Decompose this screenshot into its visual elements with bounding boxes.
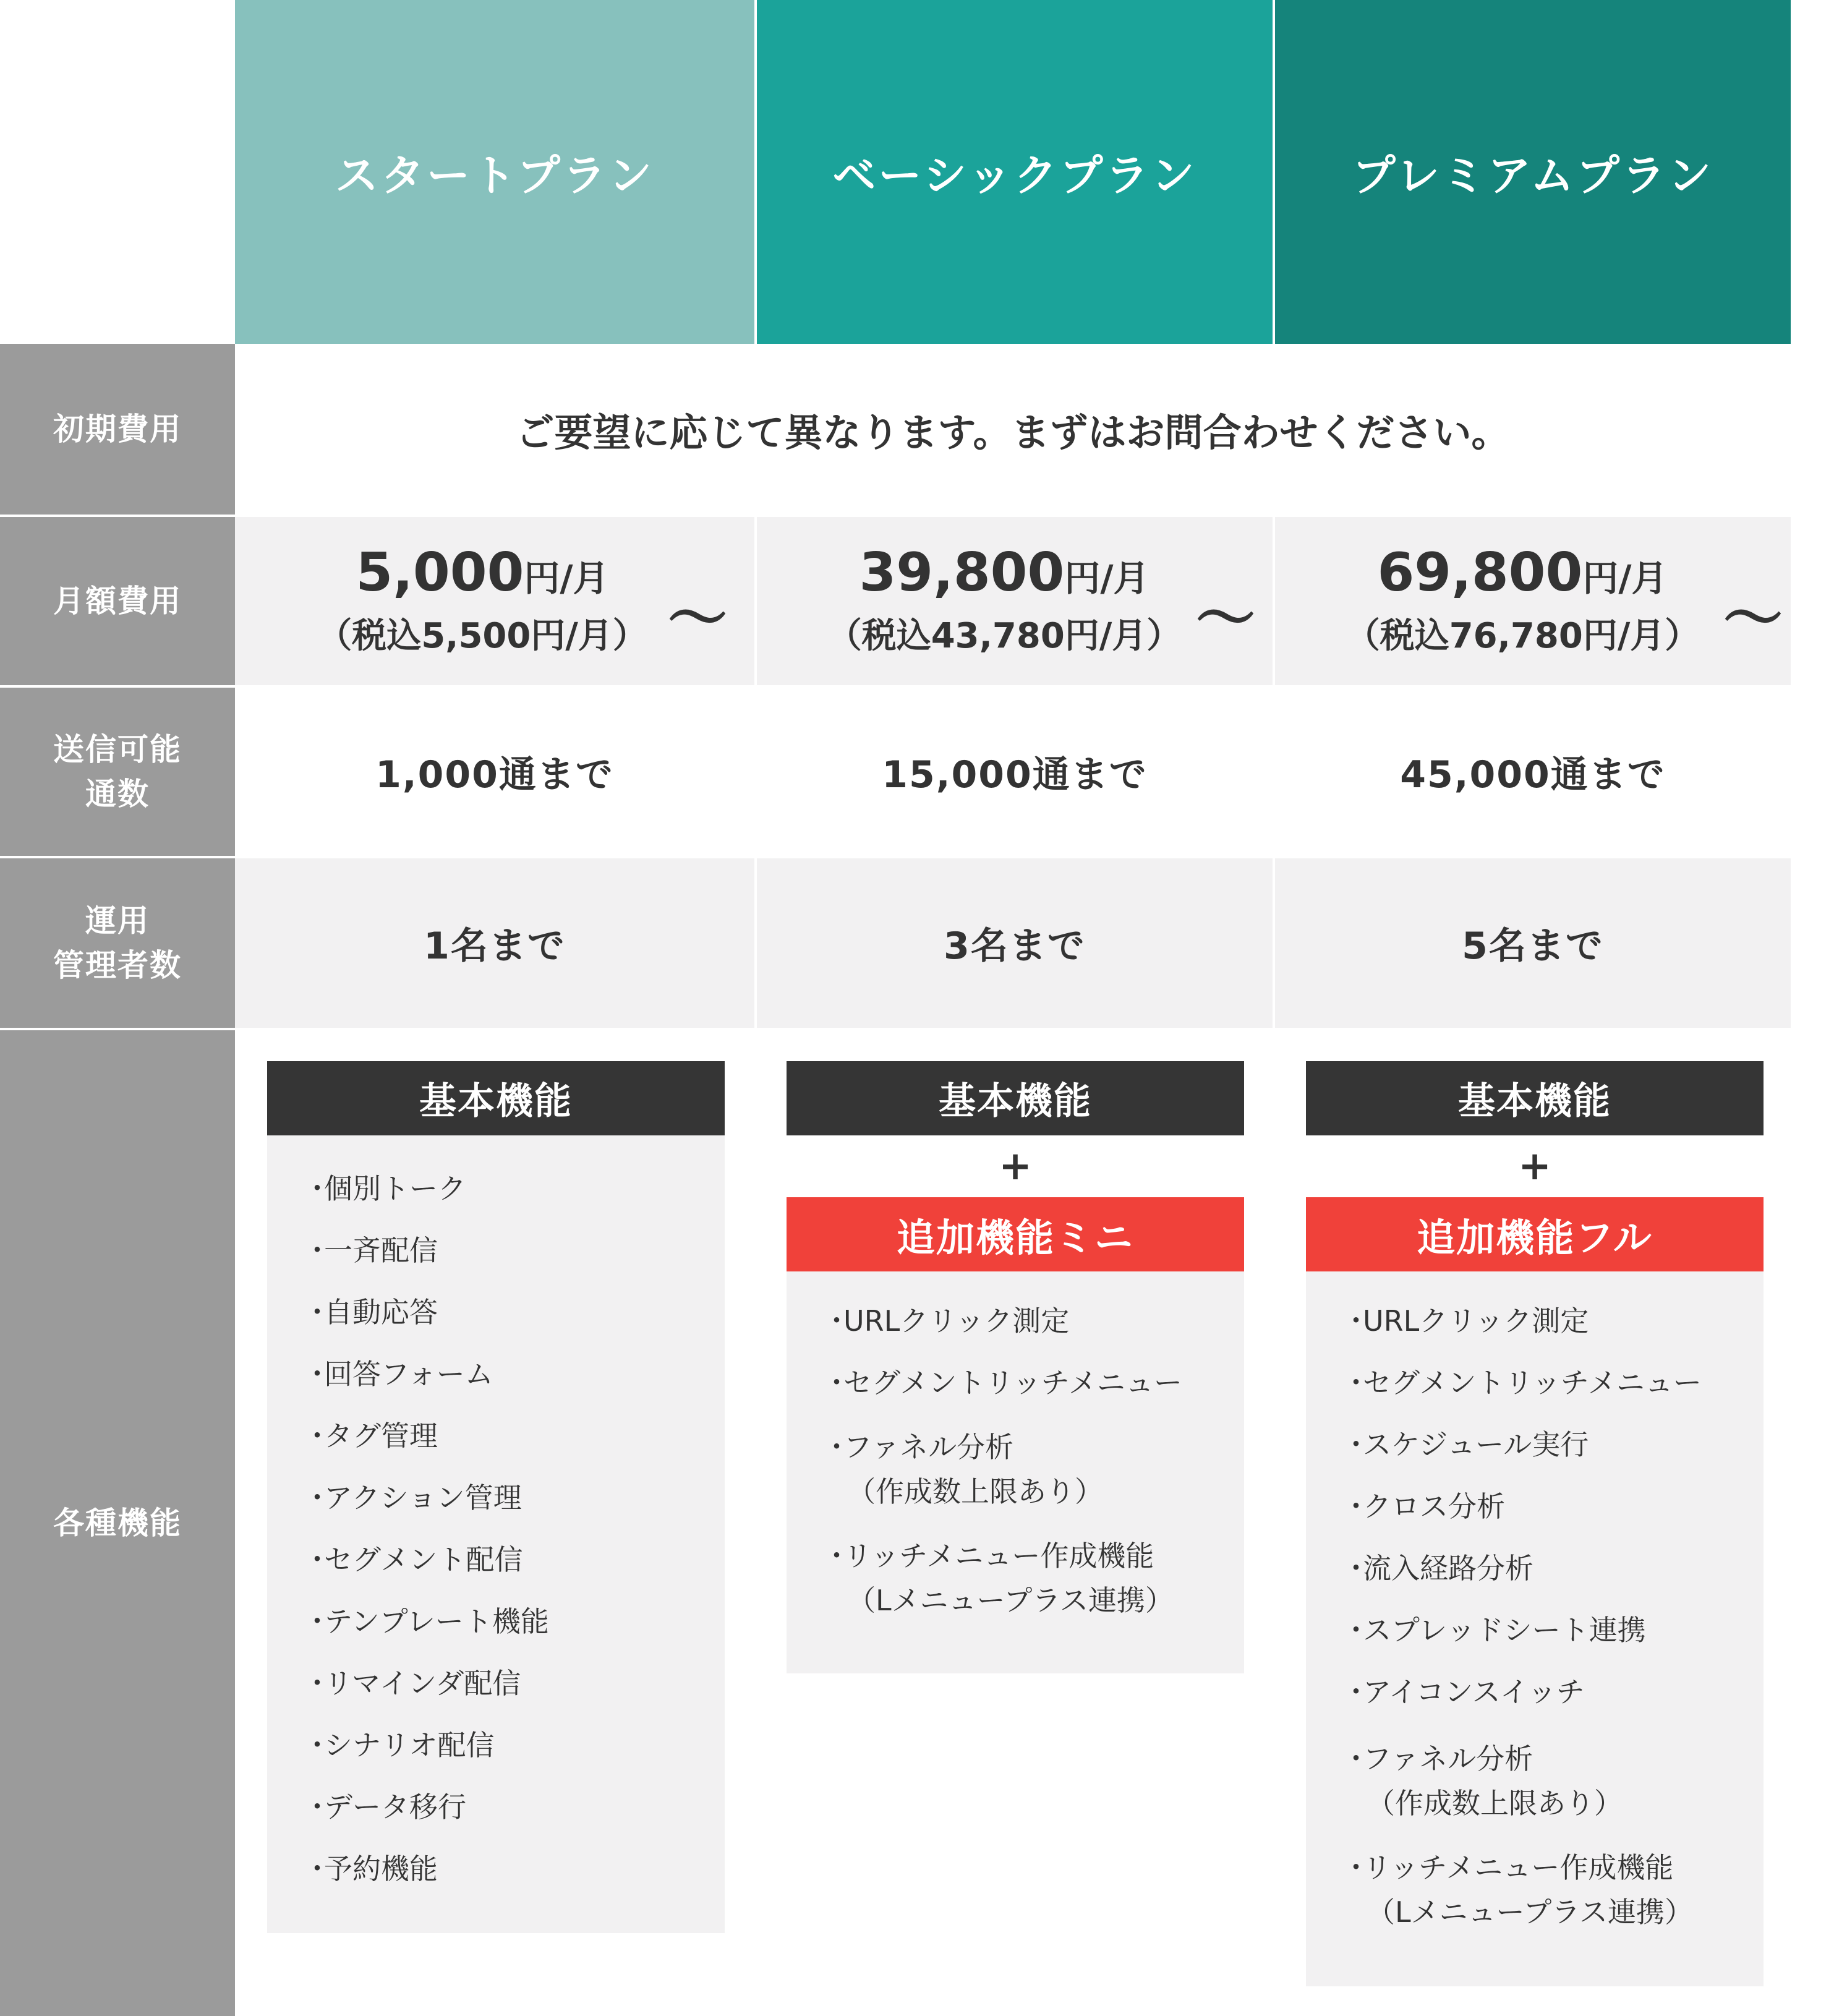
list-item-text: データ移行	[324, 1790, 466, 1824]
plus-sign	[1306, 1135, 1764, 1197]
list-item-text: ファネル分析	[1363, 1742, 1533, 1775]
plus-sign	[787, 1135, 1244, 1197]
feature-header-text: 基本機能	[1458, 1080, 1611, 1123]
price-unit: 円/月	[1064, 557, 1149, 599]
plus-text: +	[999, 1143, 1032, 1189]
send-count-value: 45,000通まで	[1400, 753, 1666, 797]
price-unit: 円/月	[524, 557, 609, 599]
bullet: ・	[822, 1430, 851, 1464]
monthly-fee-cell-premium	[1275, 517, 1791, 685]
list-item-text: タグ管理	[324, 1419, 438, 1453]
feature-header-text: 基本機能	[419, 1080, 573, 1123]
list-item	[303, 1603, 549, 1640]
list-item-text: セグメント配信	[324, 1543, 523, 1576]
list-item	[822, 1537, 1174, 1619]
basic-features-header	[1306, 1061, 1764, 1135]
send-count-cell-basic	[757, 688, 1273, 856]
list-item	[1342, 1426, 1589, 1463]
list-item	[303, 1727, 495, 1764]
list-item	[303, 1665, 521, 1702]
addon-header-text: 追加機能ミニ	[896, 1215, 1134, 1260]
row-label-text: 月額費用	[53, 583, 182, 619]
row-label-text: 通数	[85, 776, 150, 812]
bullet: ・	[303, 1357, 331, 1391]
send-count-cell-start	[235, 688, 754, 856]
bullet: ・	[303, 1172, 331, 1205]
bullet: ・	[1342, 1851, 1370, 1884]
list-item	[303, 1170, 466, 1207]
list-item-text: ファネル分析	[843, 1430, 1014, 1464]
send-count-cell-premium	[1275, 688, 1791, 856]
bullet: ・	[1342, 1490, 1370, 1523]
row-label-text: 初期費用	[53, 411, 182, 447]
send-count-value: 15,000通まで	[882, 753, 1148, 797]
bullet: ・	[822, 1366, 851, 1399]
list-item-text: アクション管理	[324, 1481, 522, 1514]
bullet: ・	[303, 1852, 331, 1886]
list-item-text: テンプレート機能	[324, 1605, 549, 1638]
bullet: ・	[1342, 1675, 1370, 1709]
list-item	[822, 1429, 1103, 1510]
monthly-fee-cell-start	[235, 517, 754, 685]
list-item	[822, 1302, 1069, 1339]
list-item-text: 流入経路分析	[1363, 1552, 1533, 1585]
list-item-text: セグメントリッチメニュー	[1363, 1366, 1702, 1399]
list-item	[303, 1541, 523, 1578]
price-value: 5,000	[356, 541, 524, 604]
list-item	[303, 1294, 438, 1331]
bullet: ・	[1342, 1304, 1370, 1338]
list-item-text: 回答フォーム	[324, 1357, 493, 1391]
basic-features-header	[267, 1061, 725, 1135]
list-item-text: URLクリック測定	[1363, 1304, 1589, 1338]
list-item	[1342, 1673, 1585, 1711]
list-item-text: リッチメニュー作成機能	[843, 1539, 1154, 1573]
plan-header-basic	[757, 0, 1273, 344]
list-item	[303, 1479, 522, 1516]
list-item	[303, 1417, 438, 1454]
addon-mini-header	[787, 1197, 1244, 1271]
bullet: ・	[303, 1605, 331, 1638]
list-item-subtext: （作成数上限あり）	[1367, 1787, 1623, 1820]
send-count-value: 1,000通まで	[375, 753, 614, 797]
price-tax: （税込76,780円/月）	[1345, 615, 1700, 656]
bullet: ・	[1342, 1613, 1370, 1647]
list-item-text: 一斉配信	[324, 1234, 438, 1267]
bullet: ・	[1342, 1742, 1370, 1775]
admins-cell-premium	[1275, 858, 1791, 1028]
list-item-text: リマインダ配信	[324, 1667, 521, 1700]
initial-fee-cell	[235, 344, 1791, 515]
list-item-text: スケジュール実行	[1363, 1428, 1589, 1461]
bullet: ・	[303, 1790, 331, 1824]
row-label-admins	[0, 858, 235, 1028]
list-item-text: アイコンスイッチ	[1363, 1675, 1585, 1709]
basic-features-header	[787, 1061, 1244, 1135]
bullet: ・	[1342, 1366, 1370, 1399]
list-item	[1342, 1849, 1693, 1931]
plus-text: +	[1518, 1143, 1551, 1189]
bullet: ・	[303, 1543, 331, 1576]
price-tax: （税込43,780円/月）	[827, 615, 1182, 656]
initial-fee-text: ご要望に応じて異なります。まずはお問合わせください。	[516, 409, 1510, 455]
row-label-send-count	[0, 688, 235, 856]
plan-name: スタートプラン	[335, 150, 654, 201]
row-label-initial-fee	[0, 344, 235, 515]
bullet: ・	[303, 1481, 331, 1514]
list-item	[303, 1788, 466, 1826]
bullet: ・	[1342, 1552, 1370, 1585]
list-item-subtext: （Lメニュープラス連携）	[847, 1584, 1174, 1617]
admins-value: 1名まで	[424, 925, 566, 968]
list-item	[1342, 1364, 1702, 1401]
bullet: ・	[1342, 1428, 1370, 1461]
list-item-subtext: （作成数上限あり）	[847, 1475, 1103, 1508]
addon-header-text: 追加機能フル	[1417, 1215, 1653, 1260]
feature-header-text: 基本機能	[939, 1080, 1092, 1123]
list-item	[303, 1232, 438, 1269]
row-label-text: 管理者数	[53, 947, 182, 983]
bullet: ・	[303, 1728, 331, 1762]
row-label-text: 各種機能	[53, 1505, 182, 1541]
list-item	[822, 1364, 1182, 1401]
price-unit: 円/月	[1582, 557, 1668, 599]
bullet: ・	[303, 1296, 331, 1329]
list-item-text: スプレッドシート連携	[1363, 1613, 1646, 1647]
list-item-text: クロス分析	[1363, 1490, 1505, 1523]
list-item	[1342, 1612, 1646, 1649]
list-item	[1342, 1302, 1589, 1339]
admins-value: 5名まで	[1462, 925, 1604, 968]
row-label-text: 送信可能	[53, 732, 182, 767]
admins-cell-start	[235, 858, 754, 1028]
list-item-text: 予約機能	[324, 1852, 438, 1886]
price-tax: （税込5,500円/月）	[317, 615, 647, 656]
list-item-text: シナリオ配信	[324, 1728, 495, 1762]
list-item-text: リッチメニュー作成機能	[1363, 1851, 1674, 1884]
tilde-mark: 〜	[1196, 584, 1255, 653]
tilde-mark: 〜	[668, 584, 727, 653]
price-value: 39,800	[859, 541, 1065, 604]
list-item-text: 個別トーク	[324, 1172, 466, 1205]
list-item	[303, 1356, 493, 1393]
plan-name: ベーシックプラン	[832, 150, 1197, 201]
addon-full-header	[1306, 1197, 1764, 1271]
admins-value: 3名まで	[944, 925, 1086, 968]
list-item	[1342, 1488, 1505, 1525]
row-label-monthly-fee	[0, 517, 235, 685]
list-item-text: URLクリック測定	[843, 1304, 1070, 1338]
list-item-text: セグメントリッチメニュー	[843, 1366, 1182, 1399]
plan-header-start	[235, 0, 754, 344]
list-item-subtext: （Lメニュープラス連携）	[1367, 1895, 1693, 1929]
list-item	[1342, 1550, 1533, 1587]
list-item-text: 自動応答	[324, 1296, 438, 1329]
monthly-fee-cell-basic	[757, 517, 1273, 685]
plan-name: プレミアムプラン	[1352, 150, 1714, 201]
row-label-features	[0, 1030, 235, 2016]
plan-header-premium	[1275, 0, 1791, 344]
bullet: ・	[822, 1304, 851, 1338]
list-item	[303, 1850, 438, 1887]
list-item	[1342, 1740, 1623, 1822]
row-label-text: 運用	[85, 903, 150, 939]
admins-cell-basic	[757, 858, 1273, 1028]
bullet: ・	[303, 1234, 331, 1267]
bullet: ・	[303, 1667, 331, 1700]
price-value: 69,800	[1377, 541, 1583, 604]
tilde-mark: 〜	[1723, 584, 1783, 653]
bullet: ・	[822, 1539, 851, 1573]
bullet: ・	[303, 1419, 331, 1453]
